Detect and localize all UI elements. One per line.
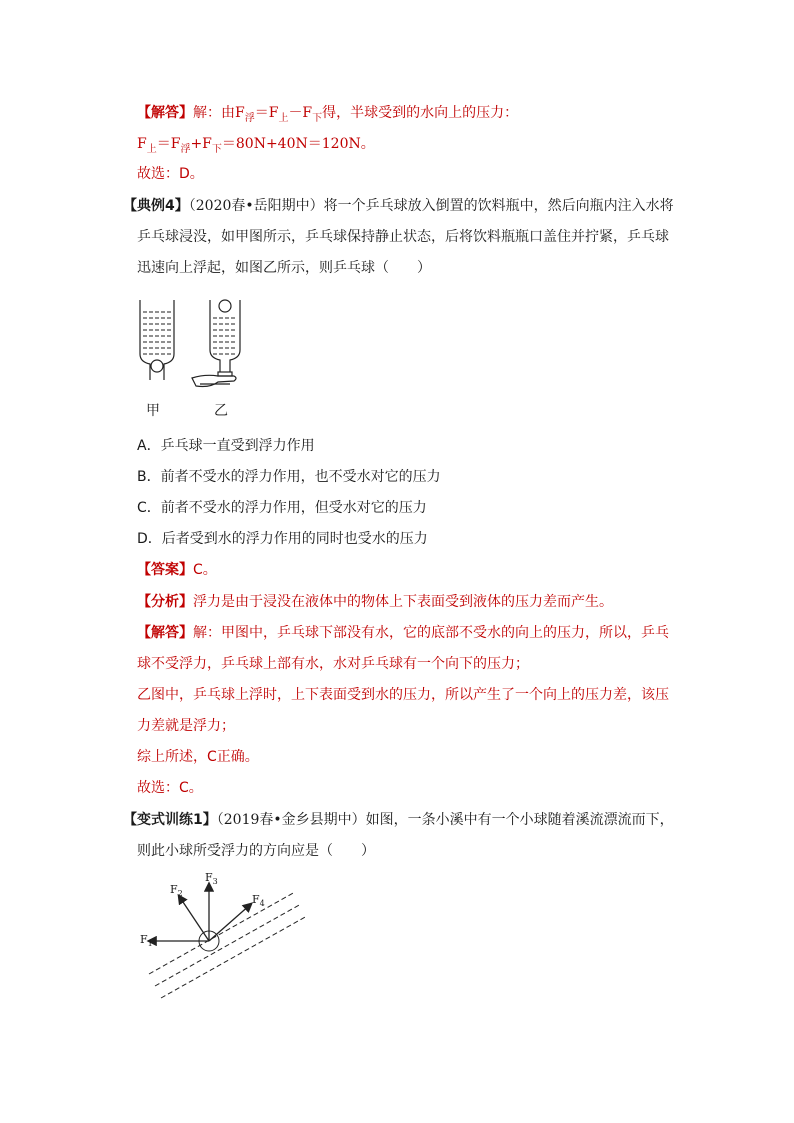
option-c[interactable]: C．前者不受水的浮力作用，但受水对它的压力	[137, 500, 427, 516]
ex4-stem-line3: 迅速向上浮起，如图乙所示，则乒乓球（ ）	[137, 260, 431, 276]
ex3-formula: $F_上=F_浮+F_下=80N+40N=120N$。	[137, 136, 375, 155]
ex4-analysis: 【分析】浮力是由于浸没在液体中的物体上下表面受到液体的压力差而产生。	[137, 594, 613, 610]
example-tag: 【典例4】	[123, 198, 189, 214]
ex4-solution-line3: 乙图中，乒乓球上浮时，上下表面受到水的压力，所以产生了一个向上的压力差，该压	[137, 687, 669, 703]
ex4-solution-line1: 【解答】解：甲图中，乒乓球下部没有水，它的底部不受水的向上的压力，所以，乒乓	[137, 625, 669, 641]
ex4-solution-line2: 球不受浮力，乒乓球上部有水，水对乒乓球有一个向下的压力；	[137, 656, 529, 672]
option-b[interactable]: B．前者不受水的浮力作用，也不受水对它的压力	[137, 469, 441, 485]
bottle-figure	[130, 292, 250, 392]
label-f2: $F_2$	[170, 883, 183, 898]
drill-tag: 【变式训练1】	[123, 812, 217, 828]
drill1-stem-line2: 则此小球所受浮力的方向应是（ ）	[137, 843, 375, 859]
drill1-stem-line1: 【变式训练1】（2019春•金乡县期中）如图，一条小溪中有一个小球随着溪流漂流而下，	[123, 812, 674, 828]
ex4-stem-line2: 乒乓球浸没，如甲图所示，乒乓球保持静止状态，后将饮料瓶瓶口盖住并拧紧，乒乓球	[137, 229, 669, 245]
ex4-answer: 【答案】C。	[137, 562, 217, 578]
ex4-stem-line1: 【典例4】（2020春•岳阳期中）将一个乒乓球放入倒置的饮料瓶中，然后向瓶内注入水将	[123, 198, 674, 214]
ex4-solution-line4: 力差就是浮力；	[137, 718, 235, 734]
label-f1: $F_1$	[140, 933, 153, 948]
ex3-choice: 故选：D。	[137, 166, 204, 182]
ex4-solution-line5: 综上所述，C正确。	[137, 749, 259, 765]
label-f4: $F_4$	[252, 893, 265, 908]
fig-label-jia: 甲	[146, 403, 160, 419]
label-f3: $F_3$	[205, 871, 218, 886]
option-d[interactable]: D．后者受到水的浮力作用的同时也受水的压力	[137, 531, 428, 547]
option-a[interactable]: A．乒乓球一直受到浮力作用	[137, 438, 315, 454]
ex4-choice: 故选：C。	[137, 780, 203, 796]
solution-tag: 【解答】	[137, 105, 193, 121]
force-figure	[135, 870, 315, 1005]
fig-label-yi: 乙	[214, 403, 228, 419]
ex3-solution-line: 【解答】解：由$F_浮=F_上-F_下$得，半球受到的水向上的压力：	[137, 105, 519, 124]
